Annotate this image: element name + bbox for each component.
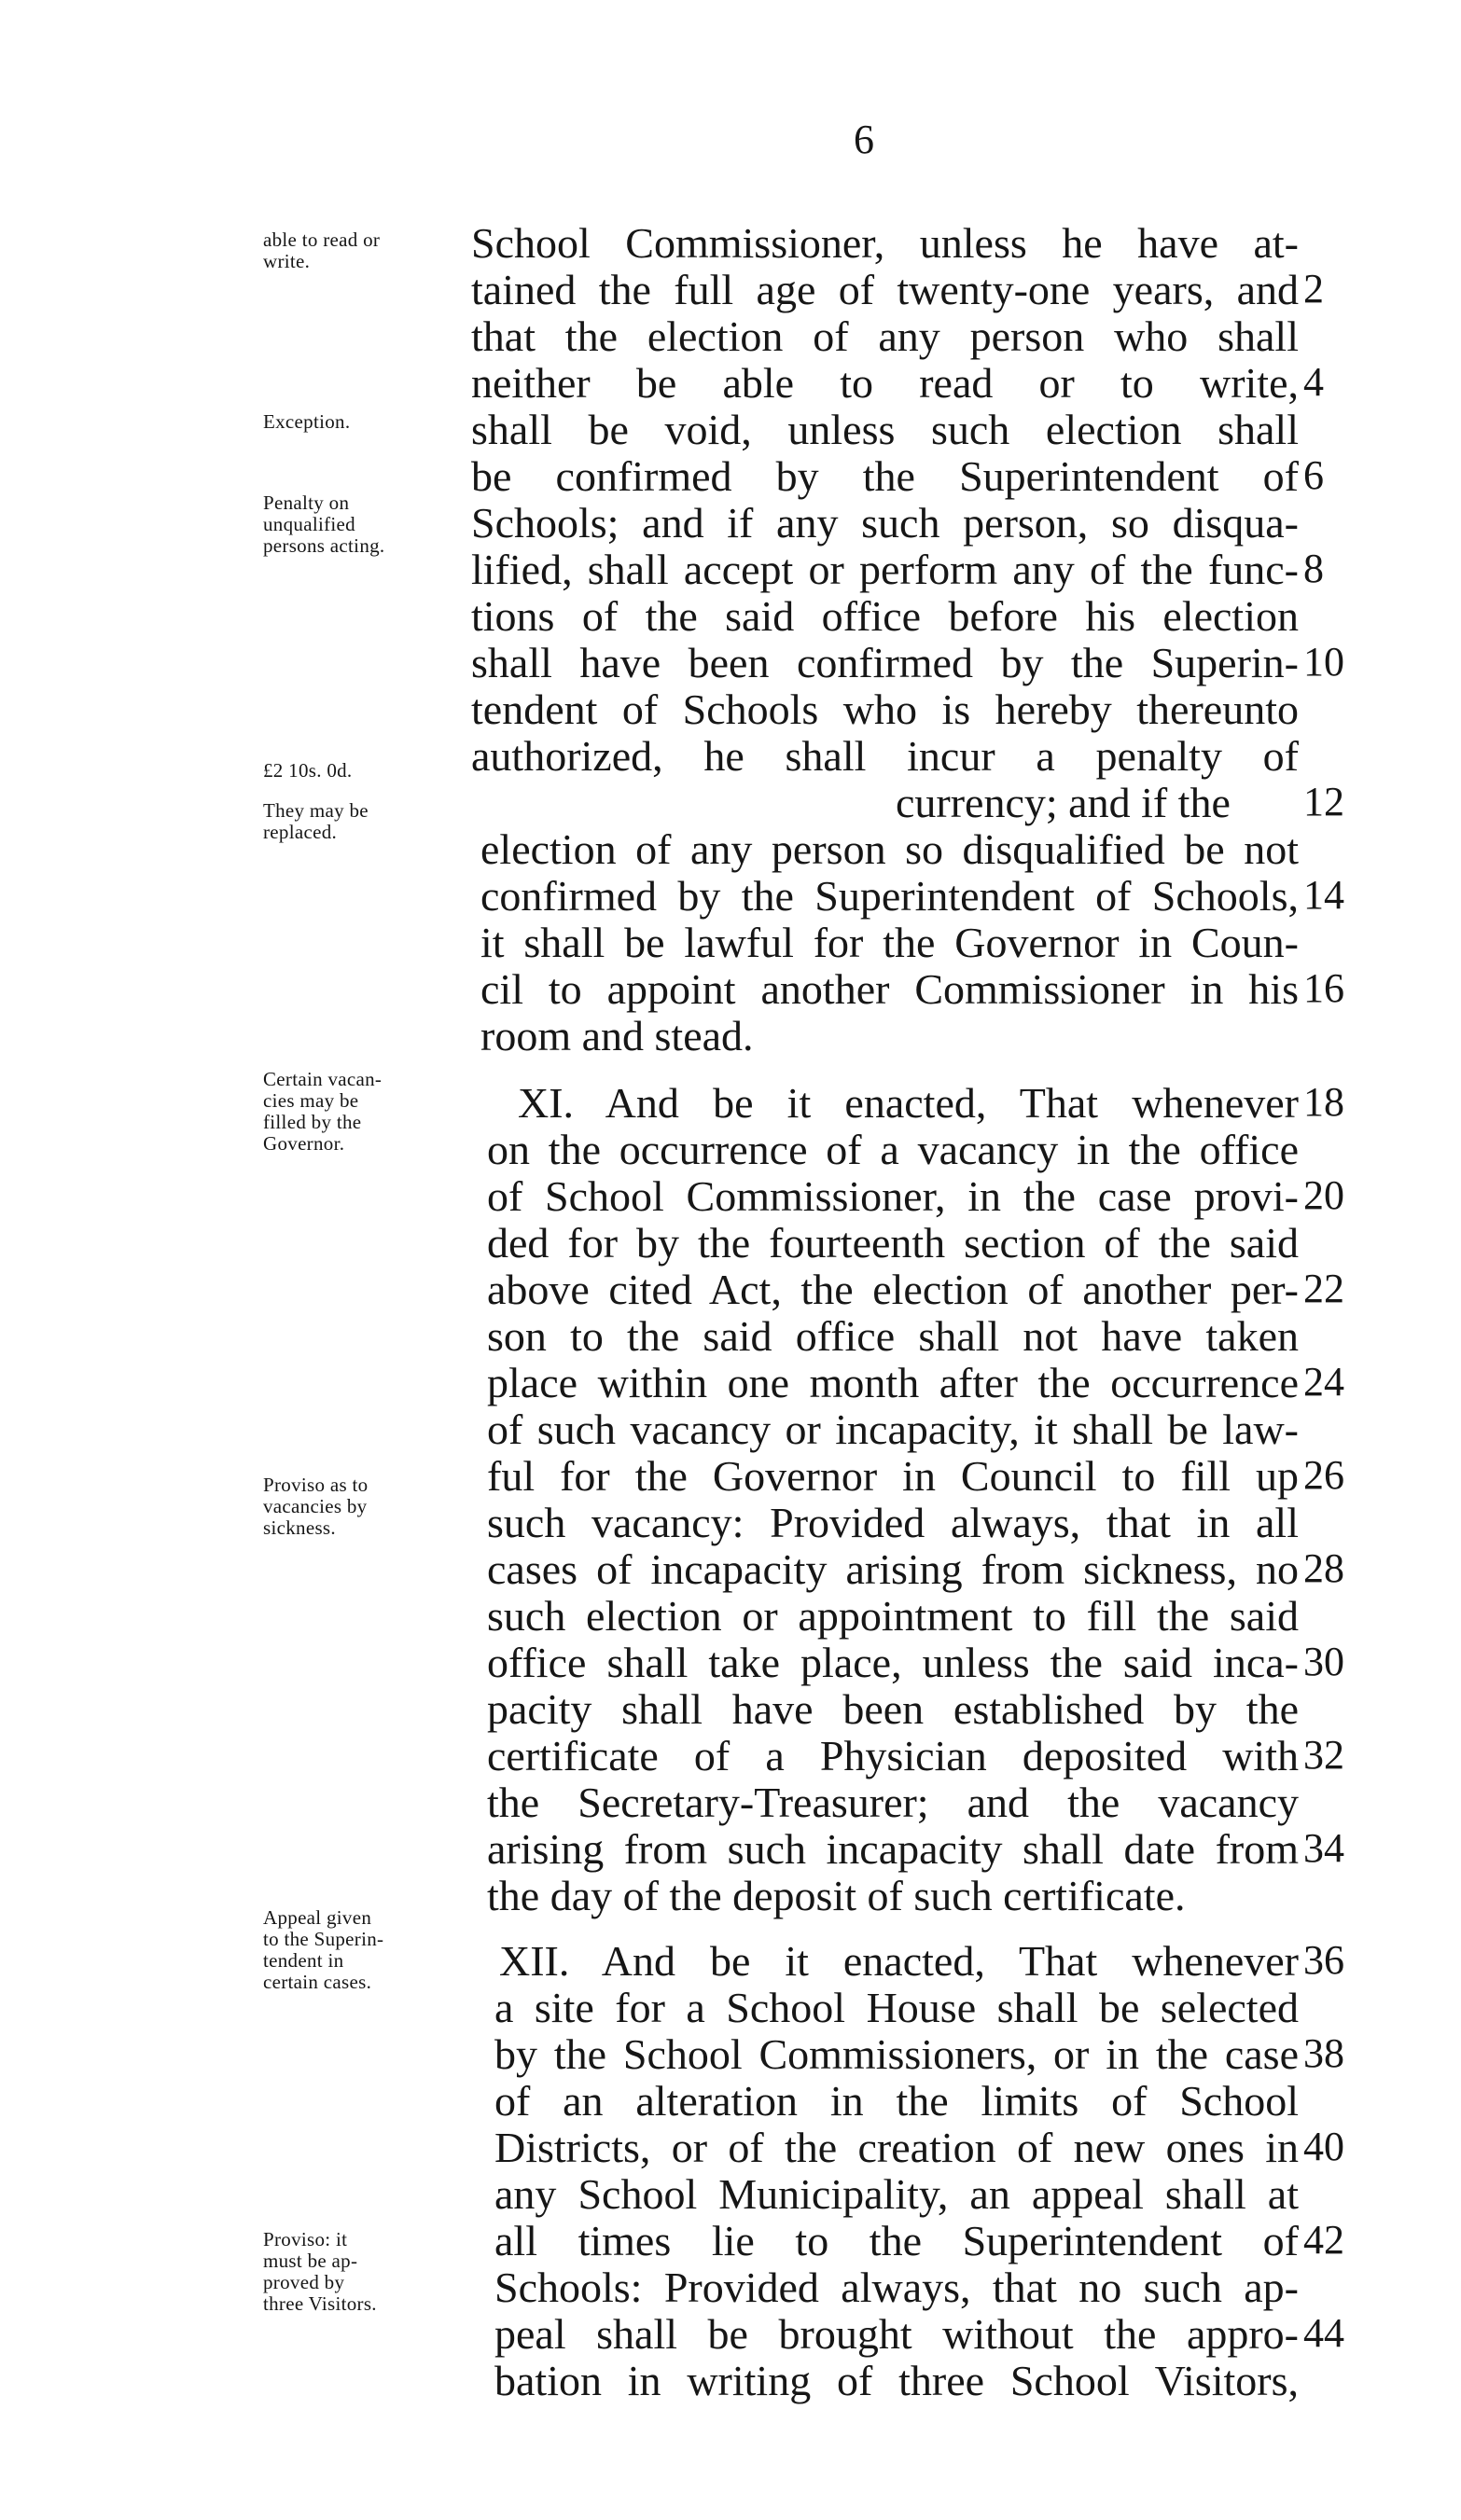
line-text: pacity shall have been established by the [487, 1685, 1299, 1733]
line-text: of such vacancy or incapacity, it shall be law- [487, 1405, 1299, 1453]
line-text: of School Commissioner, in the case provi- [487, 1172, 1299, 1220]
line-text: neither be able to read or to write, [471, 359, 1299, 407]
line-text: lified, shall accept or perform any of the func- [471, 546, 1299, 593]
line-number: 44 [1303, 2310, 1344, 2356]
line-text: it shall be lawful for the Governor in Coun- [480, 919, 1299, 966]
line-number: 40 [1303, 2124, 1344, 2169]
margin-note: Proviso: it must be ap- proved by three Visitors. [263, 2228, 377, 2315]
line-number: 2 [1303, 266, 1324, 312]
margin-note: Penalty on unqualified persons acting. [263, 492, 385, 557]
line-text: that the election of any person who shall [471, 312, 1299, 360]
line-number: 12 [1303, 779, 1344, 824]
line-text: tained the full age of twenty-one years, and [471, 266, 1299, 313]
margin-note: Exception. [263, 410, 351, 433]
line-text: of an alteration in the limits of School [494, 2077, 1299, 2125]
line-number: 32 [1303, 1732, 1344, 1778]
line-text: currency; and if the [896, 779, 1231, 826]
margin-note: £2 10s. 0d. [263, 759, 353, 782]
line-number: 18 [1303, 1079, 1344, 1125]
line-text: certificate of a Physician deposited with [487, 1732, 1299, 1779]
line-text: a site for a School House shall be selected [494, 1984, 1299, 2031]
line-text: cil to appoint another Commissioner in his [480, 965, 1299, 1013]
line-number: 8 [1303, 546, 1324, 591]
line-number: 26 [1303, 1452, 1344, 1498]
line-number: 24 [1303, 1359, 1344, 1405]
line-text: cases of incapacity arising from sickness, no [487, 1545, 1299, 1593]
line-text: place within one month after the occurrence [487, 1359, 1299, 1406]
line-number: 20 [1303, 1172, 1344, 1218]
line-text: XI. And be it enacted, That whenever [518, 1079, 1299, 1127]
line-text: such election or appointment to fill the said [487, 1592, 1299, 1640]
line-text: tions of the said office before his election [471, 592, 1299, 640]
line-text: XII. And be it enacted, That whenever [499, 1937, 1299, 1985]
line-text: bation in writing of three School Visitors, [494, 2357, 1299, 2404]
line-number: 22 [1303, 1266, 1344, 1311]
line-text: shall have been confirmed by the Superin- [471, 639, 1299, 686]
line-text: confirmed by the Superintendent of Schools, [480, 872, 1299, 920]
line-text: Districts, or of the creation of new ones in [494, 2124, 1299, 2171]
line-text: tendent of Schools who is hereby thereunto [471, 685, 1299, 733]
page-number: 6 [854, 117, 874, 162]
line-number: 10 [1303, 639, 1344, 685]
line-text: authorized, he shall incur a penalty of [471, 732, 1299, 780]
line-text: election of any person so disqualified be not [480, 825, 1299, 873]
margin-note: Proviso as to vacancies by sickness. [263, 1474, 369, 1539]
line-number: 30 [1303, 1639, 1344, 1684]
line-text: ded for by the fourteenth section of the said [487, 1219, 1299, 1267]
line-text: School Commissioner, unless he have at- [471, 219, 1299, 267]
line-number: 42 [1303, 2217, 1344, 2263]
line-text: room and stead. [480, 1012, 754, 1059]
line-text: such vacancy: Provided always, that in all [487, 1499, 1299, 1546]
line-text: shall be void, unless such election shall [471, 406, 1299, 453]
margin-note: They may be replaced. [263, 799, 369, 843]
line-number: 34 [1303, 1825, 1344, 1871]
line-text: arising from such incapacity shall date from [487, 1825, 1299, 1873]
line-text: son to the said office shall not have taken [487, 1312, 1299, 1360]
line-number: 4 [1303, 359, 1324, 405]
line-number: 16 [1303, 965, 1344, 1011]
line-text: any School Municipality, an appeal shall at [494, 2170, 1299, 2218]
line-text: above cited Act, the election of another per- [487, 1266, 1299, 1313]
line-text: Schools: Provided always, that no such ap- [494, 2264, 1299, 2311]
line-text: Schools; and if any such person, so disqua- [471, 499, 1299, 547]
margin-note: able to read or write. [263, 228, 381, 272]
line-text: peal shall be brought without the appro- [494, 2310, 1299, 2358]
line-text: by the School Commissioners, or in the case [494, 2030, 1299, 2078]
line-number: 38 [1303, 2030, 1344, 2076]
line-text: all times lie to the Superintendent of [494, 2217, 1299, 2264]
line-text: the day of the deposit of such certificate. [487, 1872, 1186, 1919]
margin-note: Appeal given to the Superin- tendent in certain cases. [263, 1906, 384, 1993]
line-text: be confirmed by the Superintendent of [471, 452, 1299, 500]
line-number: 14 [1303, 872, 1344, 918]
line-text: on the occurrence of a vacancy in the office [487, 1126, 1299, 1173]
line-number: 36 [1303, 1937, 1344, 1983]
margin-note: Certain vacan- cies may be filled by the Governor. [263, 1068, 383, 1155]
line-text: ful for the Governor in Council to fill up [487, 1452, 1299, 1500]
line-number: 6 [1303, 452, 1324, 498]
line-text: office shall take place, unless the said inca- [487, 1639, 1299, 1686]
line-text: the Secretary-Treasurer; and the vacancy [487, 1779, 1299, 1826]
line-number: 28 [1303, 1545, 1344, 1591]
